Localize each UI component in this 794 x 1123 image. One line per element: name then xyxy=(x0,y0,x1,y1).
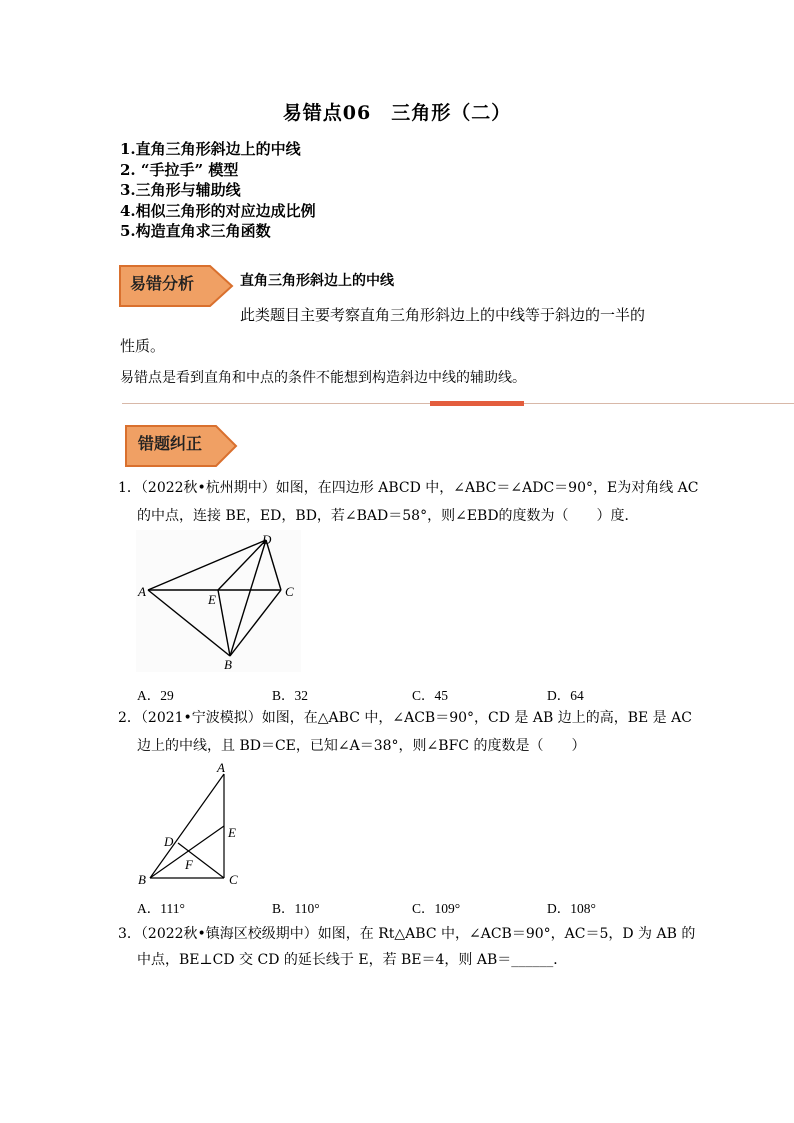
q2-option-c[interactable]: C．109° xyxy=(412,901,461,916)
q2-label-b: B xyxy=(138,872,146,887)
q1-option-a[interactable]: A．29 xyxy=(137,688,174,703)
q3-text-line1: 3．（2022秋•镇海区校级期中）如图，在 Rt△ABC 中，∠ACB＝90°，AC＝5，D 为 AB 的 xyxy=(118,926,696,942)
q3-text-line2: 中点，BE⊥CD 交 CD 的延长线于 E，若 BE＝4，则 AB＝______． xyxy=(137,952,568,968)
q2-label-e: E xyxy=(228,825,236,840)
analysis-banner xyxy=(118,264,236,308)
topic-item: 3.三角形与辅助线 xyxy=(120,181,241,199)
q1-option-c[interactable]: C．45 xyxy=(412,688,449,703)
topic-item: 5.构造直角求三角函数 xyxy=(120,222,271,240)
q2-figure xyxy=(134,760,244,890)
q1-label-d: D xyxy=(262,532,272,547)
topic-list xyxy=(120,139,316,242)
q2-option-b[interactable]: B．110° xyxy=(272,901,320,916)
q2-text-line1: 2．（2021•宁波模拟）如图，在△ABC 中，∠ACB＝90°，CD 是 AB 边上的高，BE 是 AC xyxy=(118,710,692,726)
q1-label-b: B xyxy=(224,657,232,672)
section-divider-accent xyxy=(430,401,524,406)
correction-banner-label: 错题纠正 xyxy=(138,434,203,453)
q2-label-f: F xyxy=(185,857,193,872)
q1-label-e: E xyxy=(208,592,216,607)
q1-label-a: A xyxy=(138,584,146,599)
q2-text-line2: 边上的中线，且 BD＝CE，已知∠A＝38°，则∠BFC 的度数是（ ） xyxy=(137,738,586,754)
q1-text-line1: 1．（2022秋•杭州期中）如图，在四边形 ABCD 中，∠ABC＝∠ADC＝90°，E为对角线 AC xyxy=(118,480,699,496)
analysis-text-line3: 易错点是看到直角和中点的条件不能想到构造斜边中线的辅助线。 xyxy=(120,370,526,386)
topic-item: 4.相似三角形的对应边成比例 xyxy=(120,201,316,220)
q1-figure xyxy=(136,530,301,672)
topic-item: 2. “手拉手” 模型 xyxy=(120,160,239,179)
correction-banner xyxy=(124,424,242,468)
analysis-banner-label: 易错分析 xyxy=(130,274,195,293)
q1-label-c: C xyxy=(285,584,294,599)
analysis-text-line2: 性质。 xyxy=(120,337,166,355)
q2-label-d: D xyxy=(164,834,174,849)
q1-text-line2: 的中点，连接 BE，ED，BD，若∠BAD＝58°，则∠EBD的度数为（ ）度． xyxy=(137,508,639,524)
q1-option-d[interactable]: D．64 xyxy=(547,688,584,703)
q2-option-a[interactable]: A．111° xyxy=(137,901,185,916)
analysis-text-line1: 此类题目主要考察直角三角形斜边上的中线等于斜边的一半的 xyxy=(240,306,646,324)
q1-option-b[interactable]: B．32 xyxy=(272,688,309,703)
q2-label-a: A xyxy=(217,760,225,775)
analysis-heading: 直角三角形斜边上的中线 xyxy=(240,273,394,289)
topic-item: 1.直角三角形斜边上的中线 xyxy=(120,140,301,158)
q2-label-c: C xyxy=(229,872,238,887)
q2-option-d[interactable]: D．108° xyxy=(547,901,596,916)
page-title: 易错点06 三角形（二） xyxy=(282,102,512,124)
